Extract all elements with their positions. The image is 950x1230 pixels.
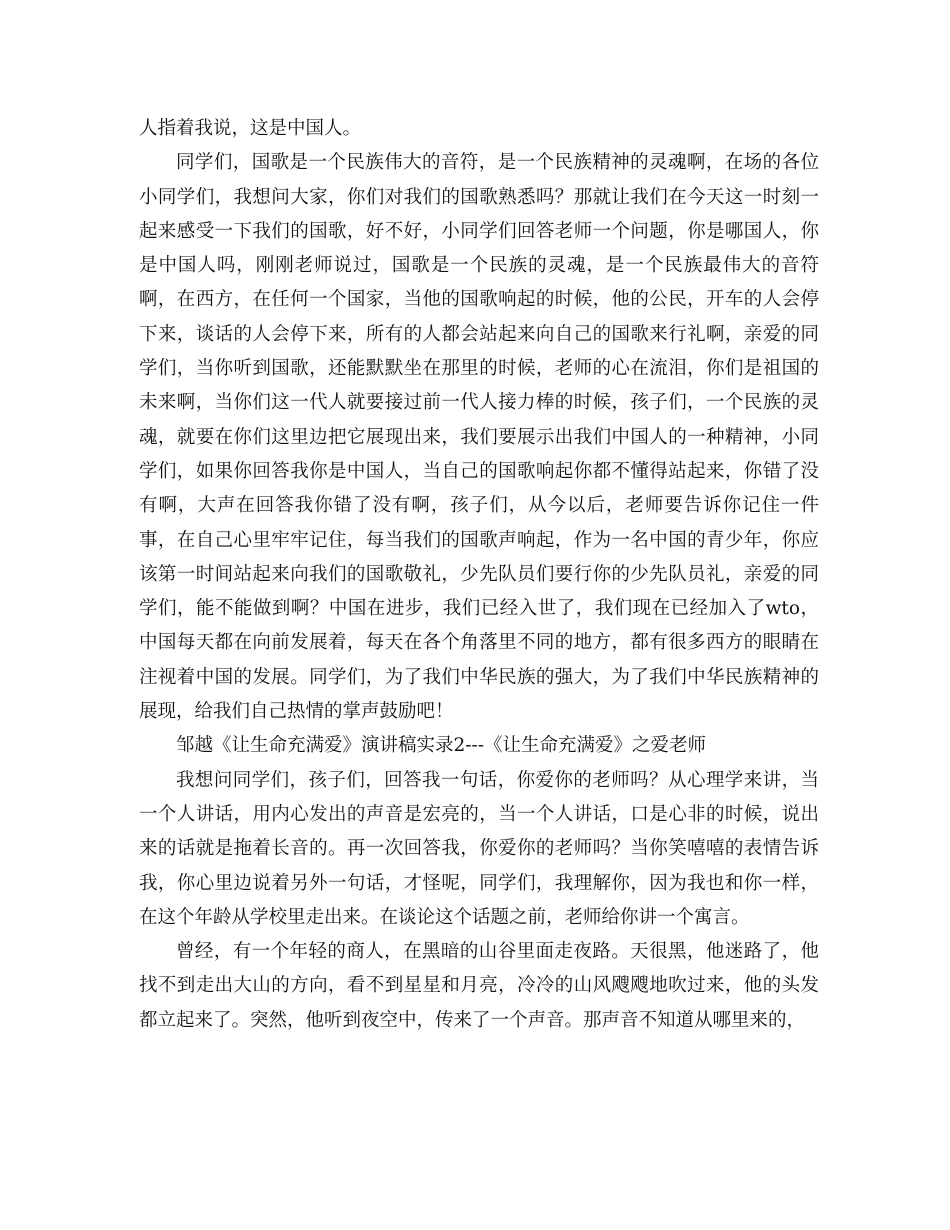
paragraph-national-anthem: 同学们，国歌是一个民族伟大的音符，是一个民族精神的灵魂啊，在场的各位小同学们，我想问大家，你们对我们的国歌熟悉吗？那就让我们在今天这一时刻一起来感受一下我们的国歌，好不好，小同学们回答老师一个问题，你是哪国人，你是中国人吗，刚刚老师说过，国歌是一个民族的灵魂，是一个民族最伟大的音符啊，在西方，在任何一个国家，当他的国歌响起的时候，他的公民，开车的人会停下来，谈话的人会停下来，所有的人都会站起来向自己的国歌来行礼啊，亲爱的同学们，当你听到国歌，还能默默坐在那里的时候，老师的心在流泪，你们是祖国的未来啊，当你们这一代人就要接过前一代人接力棒的时候，孩子们，一个民族的灵魂，就要在你们这里边把它展现出来，我们要展示出我们中国人的一种精神，小同学们，如果你回答我你是中国人，当自己的国歌响起你都不懂得站起来，你错了没有啊，大声在回答我你错了没有啊，孩子们，从今以后，老师要告诉你记住一件事，在自己心里牢牢记住，每当我们的国歌声响起，作为一名中国的青少年，你应该第一时间站起来向我们的国歌敬礼，少先队员们要行你的少先队员礼，亲爱的同学们，能不能做到啊？中国在进步，我们已经入世了，我们现在已经加入了wto，中国每天都在向前发展着，每天在各个角落里不同的地方，都有很多西方的眼睛在注视着中国的发展。同学们，为了我们中华民族的强大，为了我们中华民族精神的展现，给我们自己热情的掌声鼓励吧！ — [139, 152, 819, 723]
paragraph-fable: 曾经，有一个年轻的商人，在黑暗的山谷里面走夜路。天很黑，他迷路了，他找不到走出大山的方向，看不到星星和月亮，冷冷的山风飕飕地吹过来，他的头发都立起来了。突然，他听到夜空中，传来了一个声音。那声音不知道从哪里来的， — [139, 941, 819, 1031]
paragraph-continuation: 人指着我说，这是中国人。 — [139, 118, 362, 139]
document-page — [139, 112, 819, 1038]
paragraph-love-teacher: 我想问同学们，孩子们，回答我一句话，你爱你的老师吗？从心理学来讲，当一个人讲话，用内心发出的声音是宏亮的，当一个人讲话，口是心非的时候，说出来的话就是拖着长音的。再一次回答我，你爱你的老师吗？当你笑嘻嘻的表情告诉我，你心里边说着另外一句话，才怪呢，同学们，我理解你，因为我也和你一样，在这个年龄从学校里走出来。在谈论这个话题之前，老师给你讲一个寓言。 — [139, 769, 819, 928]
section-heading: 邹越《让生命充满爱》演讲稿实录2---《让生命充满爱》之爱老师 — [176, 735, 707, 757]
